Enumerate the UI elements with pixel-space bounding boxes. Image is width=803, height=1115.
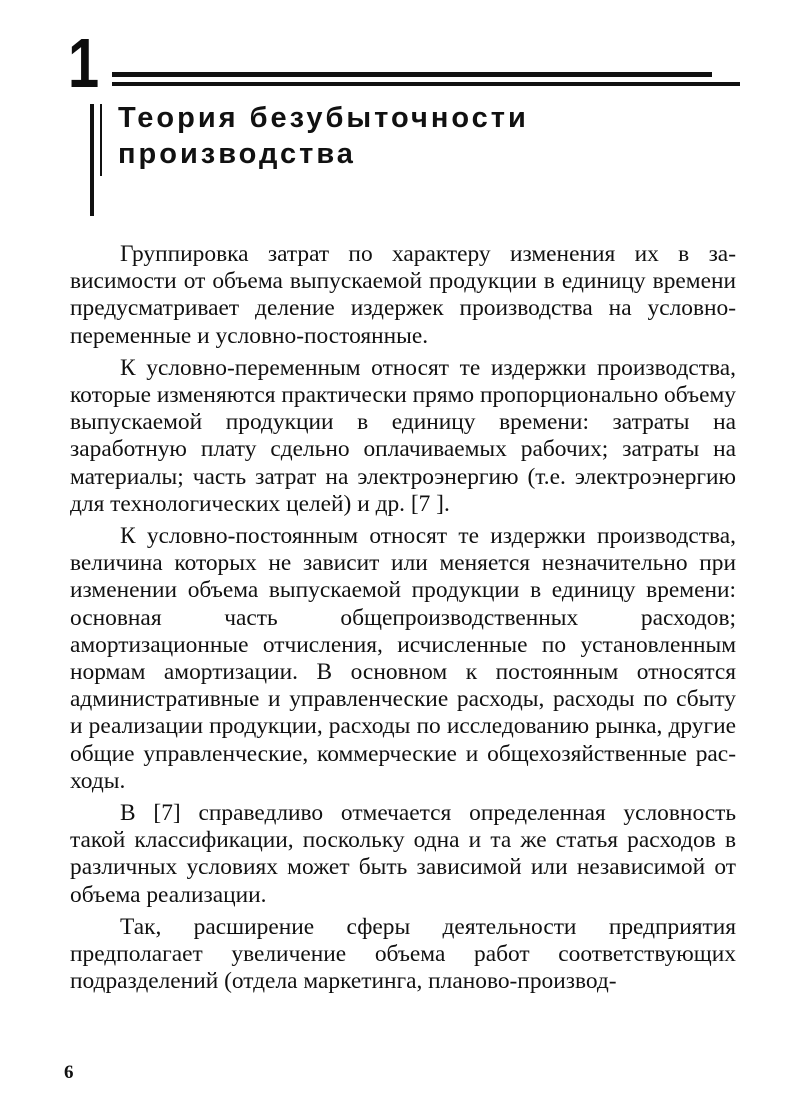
body-text bbox=[70, 241, 736, 1000]
header-rule-top bbox=[112, 72, 712, 77]
title-bar-thick bbox=[90, 104, 94, 216]
paragraph: Так, расширение сферы деятельности предприятия предполагает увеличение объема работ соответствующих подразделений (отдела маркетинга, планово-производ- bbox=[70, 913, 736, 995]
paragraph: К условно-переменным относят те издержки производства, которые изменяются практически прямо пропорционально объему выпускаемой продукции в единицу времени: затраты на заработную плату сдельно оплачиваемых рабочих; затраты на материалы; часть затрат на электроэнергию (т.е. электроэнергию для технологических целей) и др. [7 ]. bbox=[70, 354, 736, 517]
paragraph: К условно-постоянным относят те издержки производства, величина которых не зависит или меняется незначительно при изменении объема выпускаемой продукции в единицу времени: основная часть общепроизводственных расходов; амортизационные отчисления, исчисленные по установленным нормам амортизации. В основном к постоянным относятся административные и управленческие расходы, расходы по сбыту и реализации продукции, расходы по исследованию рынка, другие общие управленческие, коммерческие и общехозяйственные расходы. bbox=[70, 523, 736, 794]
page-number: 6 bbox=[64, 1062, 74, 1083]
paragraph: Группировка затрат по характеру изменения их в зависимости от объема выпускаемой продукции в единицу времени предусматривает деление издержек производства на условно-переменные и условно-постоянные. bbox=[70, 241, 736, 349]
title-bar-thin bbox=[100, 104, 102, 176]
header-rule-bottom bbox=[112, 82, 740, 86]
paragraph: В [7] справедливо отмечается определенная условность такой классификации, поскольку одна и та же статья расходов в различных условиях может быть зависимой или независимой от объема реализации. bbox=[70, 800, 736, 908]
chapter-number: 1 bbox=[68, 24, 100, 102]
chapter-title: Теория безубыточности производства bbox=[118, 102, 529, 170]
